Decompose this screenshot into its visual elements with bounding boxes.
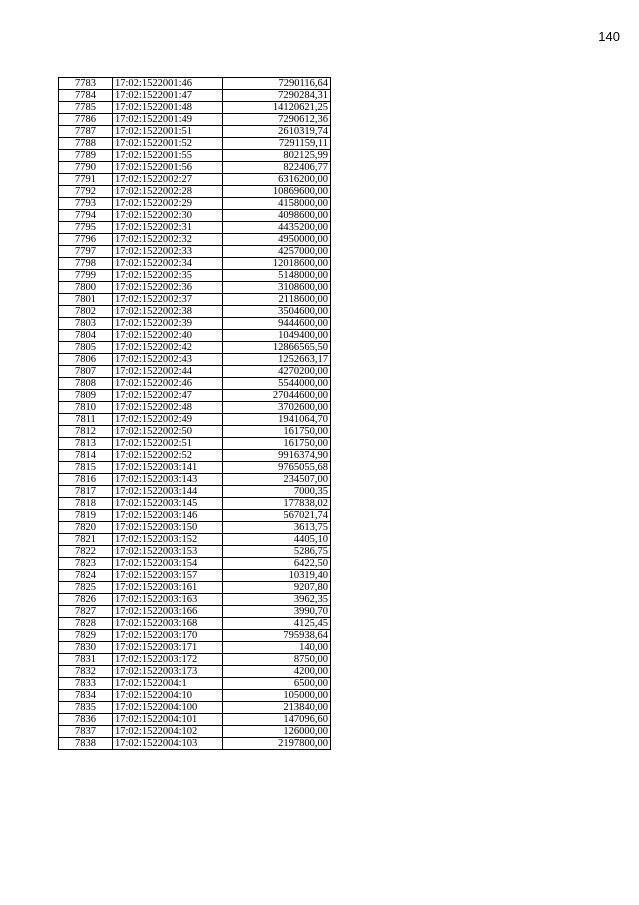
cadastral-number-cell: 17:02:1522004:10 (113, 690, 223, 702)
cadastral-value-cell: 3504600,00 (223, 306, 331, 318)
cadastral-number-cell: 17:02:1522003:161 (113, 582, 223, 594)
cadastral-value-cell: 126000,00 (223, 726, 331, 738)
table-row (59, 210, 331, 222)
cadastral-value-cell: 2610319,74 (223, 126, 331, 138)
table-row (59, 390, 331, 402)
row-number-cell: 7835 (59, 702, 113, 714)
row-number-cell: 7783 (59, 78, 113, 90)
cadastral-value-cell: 3702600,00 (223, 402, 331, 414)
cadastral-number-cell: 17:02:1522003:172 (113, 654, 223, 666)
cadastral-number-cell: 17:02:1522002:49 (113, 414, 223, 426)
table-row (59, 198, 331, 210)
cadastral-number-cell: 17:02:1522003:152 (113, 534, 223, 546)
table-row (59, 582, 331, 594)
row-number-cell: 7818 (59, 498, 113, 510)
table-row (59, 126, 331, 138)
row-number-cell: 7828 (59, 618, 113, 630)
table-row (59, 630, 331, 642)
row-number-cell: 7832 (59, 666, 113, 678)
cadastral-number-cell: 17:02:1522003:157 (113, 570, 223, 582)
row-number-cell: 7785 (59, 102, 113, 114)
table-row (59, 162, 331, 174)
table-row (59, 438, 331, 450)
row-number-cell: 7838 (59, 738, 113, 750)
table-row (59, 618, 331, 630)
table-row (59, 90, 331, 102)
table-row (59, 558, 331, 570)
row-number-cell: 7788 (59, 138, 113, 150)
row-number-cell: 7830 (59, 642, 113, 654)
cadastral-value-cell: 802125,99 (223, 150, 331, 162)
cadastral-number-cell: 17:02:1522003:173 (113, 666, 223, 678)
row-number-cell: 7789 (59, 150, 113, 162)
row-number-cell: 7824 (59, 570, 113, 582)
row-number-cell: 7797 (59, 246, 113, 258)
table-row (59, 714, 331, 726)
cadastral-value-cell: 4257000,00 (223, 246, 331, 258)
table-row (59, 510, 331, 522)
cadastral-number-cell: 17:02:1522002:52 (113, 450, 223, 462)
table-row (59, 102, 331, 114)
row-number-cell: 7800 (59, 282, 113, 294)
table-row (59, 474, 331, 486)
cadastral-value-cell: 9916374,90 (223, 450, 331, 462)
row-number-cell: 7801 (59, 294, 113, 306)
table-row (59, 78, 331, 90)
cadastral-value-cell: 27044600,00 (223, 390, 331, 402)
row-number-cell: 7794 (59, 210, 113, 222)
cadastral-value-cell: 4405,10 (223, 534, 331, 546)
cadastral-number-cell: 17:02:1522002:47 (113, 390, 223, 402)
cadastral-number-cell: 17:02:1522001:56 (113, 162, 223, 174)
cadastral-value-table (58, 77, 331, 750)
row-number-cell: 7796 (59, 234, 113, 246)
cadastral-number-cell: 17:02:1522002:36 (113, 282, 223, 294)
table-row (59, 114, 331, 126)
cadastral-number-cell: 17:02:1522003:171 (113, 642, 223, 654)
table-row (59, 318, 331, 330)
row-number-cell: 7826 (59, 594, 113, 606)
row-number-cell: 7836 (59, 714, 113, 726)
cadastral-number-cell: 17:02:1522001:47 (113, 90, 223, 102)
table-row (59, 138, 331, 150)
table-row (59, 738, 331, 750)
cadastral-value-cell: 7290612,36 (223, 114, 331, 126)
row-number-cell: 7804 (59, 330, 113, 342)
row-number-cell: 7813 (59, 438, 113, 450)
table-row (59, 594, 331, 606)
table-row (59, 378, 331, 390)
cadastral-number-cell: 17:02:1522002:29 (113, 198, 223, 210)
row-number-cell: 7795 (59, 222, 113, 234)
row-number-cell: 7786 (59, 114, 113, 126)
table-row (59, 150, 331, 162)
row-number-cell: 7784 (59, 90, 113, 102)
table-row (59, 294, 331, 306)
cadastral-value-cell: 4158000,00 (223, 198, 331, 210)
row-number-cell: 7821 (59, 534, 113, 546)
cadastral-number-cell: 17:02:1522002:34 (113, 258, 223, 270)
table-row (59, 522, 331, 534)
cadastral-value-cell: 7290284,31 (223, 90, 331, 102)
cadastral-value-cell: 213840,00 (223, 702, 331, 714)
cadastral-value-cell: 9207,80 (223, 582, 331, 594)
cadastral-value-cell: 4200,00 (223, 666, 331, 678)
table-row (59, 342, 331, 354)
row-number-cell: 7793 (59, 198, 113, 210)
cadastral-value-cell: 5148000,00 (223, 270, 331, 282)
cadastral-value-cell: 4435200,00 (223, 222, 331, 234)
cadastral-number-cell: 17:02:1522002:31 (113, 222, 223, 234)
cadastral-value-cell: 2118600,00 (223, 294, 331, 306)
table-row (59, 366, 331, 378)
cadastral-number-cell: 17:02:1522003:144 (113, 486, 223, 498)
cadastral-number-cell: 17:02:1522001:51 (113, 126, 223, 138)
table-row (59, 486, 331, 498)
cadastral-number-cell: 17:02:1522002:39 (113, 318, 223, 330)
cadastral-number-cell: 17:02:1522002:48 (113, 402, 223, 414)
row-number-cell: 7820 (59, 522, 113, 534)
cadastral-number-cell: 17:02:1522004:100 (113, 702, 223, 714)
table-row (59, 570, 331, 582)
row-number-cell: 7802 (59, 306, 113, 318)
cadastral-value-cell: 4125,45 (223, 618, 331, 630)
cadastral-value-cell: 3613,75 (223, 522, 331, 534)
cadastral-number-cell: 17:02:1522001:48 (113, 102, 223, 114)
cadastral-value-cell: 567021,74 (223, 510, 331, 522)
cadastral-number-cell: 17:02:1522004:1 (113, 678, 223, 690)
cadastral-value-cell: 4950000,00 (223, 234, 331, 246)
cadastral-value-cell: 4270200,00 (223, 366, 331, 378)
table-row (59, 270, 331, 282)
row-number-cell: 7817 (59, 486, 113, 498)
cadastral-number-cell: 17:02:1522003:166 (113, 606, 223, 618)
row-number-cell: 7822 (59, 546, 113, 558)
cadastral-number-cell: 17:02:1522001:49 (113, 114, 223, 126)
table-row (59, 402, 331, 414)
cadastral-number-cell: 17:02:1522003:163 (113, 594, 223, 606)
table-row (59, 258, 331, 270)
cadastral-value-cell: 9765055,68 (223, 462, 331, 474)
cadastral-number-cell: 17:02:1522002:44 (113, 366, 223, 378)
cadastral-number-cell: 17:02:1522002:28 (113, 186, 223, 198)
table-row (59, 498, 331, 510)
row-number-cell: 7819 (59, 510, 113, 522)
cadastral-value-cell: 161750,00 (223, 426, 331, 438)
cadastral-number-cell: 17:02:1522001:55 (113, 150, 223, 162)
table-row (59, 654, 331, 666)
cadastral-value-cell: 5544000,00 (223, 378, 331, 390)
cadastral-value-cell: 7291159,11 (223, 138, 331, 150)
cadastral-number-cell: 17:02:1522003:146 (113, 510, 223, 522)
cadastral-value-cell: 6316200,00 (223, 174, 331, 186)
table-row (59, 186, 331, 198)
row-number-cell: 7806 (59, 354, 113, 366)
cadastral-number-cell: 17:02:1522004:103 (113, 738, 223, 750)
cadastral-value-cell: 7000,35 (223, 486, 331, 498)
table-row (59, 426, 331, 438)
cadastral-number-cell: 17:02:1522003:168 (113, 618, 223, 630)
cadastral-number-cell: 17:02:1522003:170 (113, 630, 223, 642)
cadastral-number-cell: 17:02:1522002:43 (113, 354, 223, 366)
cadastral-value-cell: 6500,00 (223, 678, 331, 690)
row-number-cell: 7815 (59, 462, 113, 474)
cadastral-value-cell: 105000,00 (223, 690, 331, 702)
table-row (59, 642, 331, 654)
table-row (59, 330, 331, 342)
row-number-cell: 7809 (59, 390, 113, 402)
cadastral-value-cell: 10869600,00 (223, 186, 331, 198)
table-row (59, 678, 331, 690)
cadastral-number-cell: 17:02:1522002:35 (113, 270, 223, 282)
cadastral-value-cell: 8750,00 (223, 654, 331, 666)
cadastral-number-cell: 17:02:1522003:150 (113, 522, 223, 534)
cadastral-value-cell: 1049400,00 (223, 330, 331, 342)
cadastral-value-cell: 1941064,70 (223, 414, 331, 426)
cadastral-number-cell: 17:02:1522002:51 (113, 438, 223, 450)
cadastral-value-cell: 4098600,00 (223, 210, 331, 222)
cadastral-number-cell: 17:02:1522002:42 (113, 342, 223, 354)
row-number-cell: 7833 (59, 678, 113, 690)
cadastral-number-cell: 17:02:1522002:32 (113, 234, 223, 246)
row-number-cell: 7827 (59, 606, 113, 618)
row-number-cell: 7808 (59, 378, 113, 390)
cadastral-value-cell: 10319,40 (223, 570, 331, 582)
cadastral-value-cell: 140,00 (223, 642, 331, 654)
cadastral-value-cell: 177838,02 (223, 498, 331, 510)
cadastral-number-cell: 17:02:1522002:27 (113, 174, 223, 186)
table-row (59, 726, 331, 738)
cadastral-number-cell: 17:02:1522002:50 (113, 426, 223, 438)
cadastral-number-cell: 17:02:1522003:141 (113, 462, 223, 474)
table-row (59, 702, 331, 714)
row-number-cell: 7792 (59, 186, 113, 198)
cadastral-value-cell: 12866565,50 (223, 342, 331, 354)
row-number-cell: 7787 (59, 126, 113, 138)
table-row (59, 222, 331, 234)
table-row (59, 606, 331, 618)
table-row (59, 234, 331, 246)
row-number-cell: 7803 (59, 318, 113, 330)
cadastral-value-cell: 9444600,00 (223, 318, 331, 330)
row-number-cell: 7798 (59, 258, 113, 270)
table-row (59, 354, 331, 366)
cadastral-value-cell: 12018600,00 (223, 258, 331, 270)
table-row (59, 546, 331, 558)
cadastral-value-cell: 147096,60 (223, 714, 331, 726)
cadastral-number-cell: 17:02:1522002:37 (113, 294, 223, 306)
cadastral-number-cell: 17:02:1522004:102 (113, 726, 223, 738)
table-row (59, 246, 331, 258)
cadastral-value-cell: 6422,50 (223, 558, 331, 570)
cadastral-number-cell: 17:02:1522002:30 (113, 210, 223, 222)
cadastral-value-cell: 161750,00 (223, 438, 331, 450)
row-number-cell: 7831 (59, 654, 113, 666)
cadastral-value-cell: 7290116,64 (223, 78, 331, 90)
row-number-cell: 7823 (59, 558, 113, 570)
cadastral-value-cell: 822406,77 (223, 162, 331, 174)
cadastral-value-cell: 1252663,17 (223, 354, 331, 366)
table-row (59, 462, 331, 474)
row-number-cell: 7799 (59, 270, 113, 282)
page-number: 140 (598, 29, 620, 44)
row-number-cell: 7810 (59, 402, 113, 414)
table-row (59, 666, 331, 678)
row-number-cell: 7837 (59, 726, 113, 738)
row-number-cell: 7807 (59, 366, 113, 378)
table-row (59, 450, 331, 462)
cadastral-number-cell: 17:02:1522001:52 (113, 138, 223, 150)
cadastral-number-cell: 17:02:1522003:154 (113, 558, 223, 570)
table-row (59, 306, 331, 318)
table-row (59, 534, 331, 546)
cadastral-number-cell: 17:02:1522003:143 (113, 474, 223, 486)
row-number-cell: 7812 (59, 426, 113, 438)
cadastral-number-cell: 17:02:1522004:101 (113, 714, 223, 726)
cadastral-number-cell: 17:02:1522002:46 (113, 378, 223, 390)
cadastral-value-cell: 3108600,00 (223, 282, 331, 294)
cadastral-number-cell: 17:02:1522001:46 (113, 78, 223, 90)
cadastral-number-cell: 17:02:1522002:33 (113, 246, 223, 258)
table-row (59, 174, 331, 186)
row-number-cell: 7791 (59, 174, 113, 186)
row-number-cell: 7814 (59, 450, 113, 462)
cadastral-value-cell: 14120621,25 (223, 102, 331, 114)
cadastral-number-cell: 17:02:1522003:145 (113, 498, 223, 510)
cadastral-value-cell: 2197800,00 (223, 738, 331, 750)
cadastral-value-cell: 5286,75 (223, 546, 331, 558)
table-row (59, 414, 331, 426)
table-row (59, 282, 331, 294)
row-number-cell: 7816 (59, 474, 113, 486)
row-number-cell: 7834 (59, 690, 113, 702)
row-number-cell: 7825 (59, 582, 113, 594)
cadastral-value-cell: 795938,64 (223, 630, 331, 642)
row-number-cell: 7790 (59, 162, 113, 174)
row-number-cell: 7811 (59, 414, 113, 426)
cadastral-number-cell: 17:02:1522003:153 (113, 546, 223, 558)
table-row (59, 690, 331, 702)
row-number-cell: 7805 (59, 342, 113, 354)
cadastral-value-cell: 234507,00 (223, 474, 331, 486)
cadastral-value-cell: 3962,35 (223, 594, 331, 606)
cadastral-number-cell: 17:02:1522002:40 (113, 330, 223, 342)
cadastral-number-cell: 17:02:1522002:38 (113, 306, 223, 318)
table-body (59, 78, 331, 750)
row-number-cell: 7829 (59, 630, 113, 642)
cadastral-value-cell: 3990,70 (223, 606, 331, 618)
